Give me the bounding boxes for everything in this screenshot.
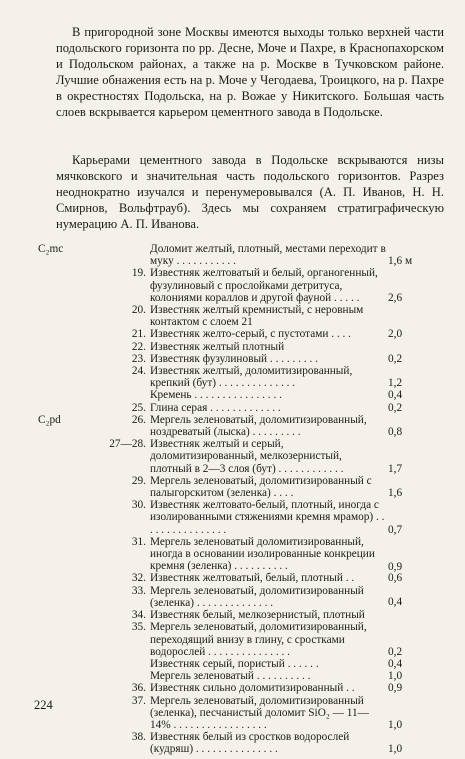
layer-entry	[0, 695, 465, 732]
layer-entry	[0, 572, 465, 584]
layer-entry	[0, 731, 465, 755]
layer-number: 25.	[131, 401, 146, 414]
layer-thickness: 0,4	[388, 657, 403, 670]
stratigraphic-section	[0, 243, 465, 756]
layer-thickness: 0,4	[388, 389, 403, 402]
layer-description: Мергель зеленоватый доломитизированный, иногда в основании изолированные конкреции кремня (зеленка) . . . . . . . . . .	[150, 535, 375, 573]
layer-thickness: 0,2	[388, 646, 403, 659]
layer-entry	[0, 670, 465, 682]
layer-number: 24.	[131, 365, 146, 378]
layer-description: Глина серая . . . . . . . . . . . . .	[150, 401, 281, 414]
layer-number: 35.	[131, 621, 146, 634]
layer-entry	[0, 621, 465, 658]
layer-number: 36.	[131, 682, 146, 695]
layer-thickness: 0,7	[388, 524, 403, 537]
layer-thickness: 0,9	[388, 682, 403, 695]
layer-number: 21.	[131, 328, 146, 341]
layer-entry	[0, 341, 465, 353]
layer-description: Известняк белый из сростков водорослей (кудряш) . . . . . . . . . . . . . . .	[150, 731, 350, 756]
layer-number: 30.	[131, 499, 146, 512]
layer-number: 37.	[131, 694, 146, 707]
layer-entry	[0, 499, 465, 536]
layer-description: Известняк желтоватый, белый, плотный . .	[150, 572, 355, 585]
layer-thickness: 0,9	[388, 560, 403, 573]
layer-description: Известняк серый, пористый . . . . . .	[150, 657, 319, 670]
stratigraphic-index: C₂mc	[38, 243, 64, 255]
layer-thickness: 1,0	[388, 670, 403, 683]
layer-entry	[0, 536, 465, 573]
layer-thickness: 0,6	[388, 572, 403, 585]
layer-entry	[0, 682, 465, 694]
layer-description: Известняк желтовато-белый, плотный, иногда с изолированными стяжениями кремня мрамор) . . . . . . . . . . . . . . . .	[150, 499, 385, 536]
layer-thickness: 1,2	[388, 376, 403, 389]
stratigraphic-index: C₂pd	[38, 413, 61, 426]
layer-number: 32.	[131, 572, 146, 585]
layer-description: Кремень . . . . . . . . . . . . . . . .	[150, 389, 282, 402]
layer-number: 34.	[131, 609, 146, 622]
layer-number: 26.	[131, 413, 146, 426]
layer-number: 20.	[131, 304, 146, 317]
layer-entry	[0, 365, 465, 389]
layer-number: 23.	[131, 352, 146, 365]
layer-thickness: 1,0	[388, 719, 403, 732]
layer-entry	[0, 438, 465, 475]
layer-description: Известняк белый, мелкозернистый, плотный	[150, 609, 365, 622]
layer-thickness: 1,7	[388, 463, 403, 476]
layer-entry	[0, 243, 465, 267]
layer-description: Известняк желто-серый, с пустотами . . . .	[150, 328, 352, 341]
layer-description: Известняк фузулиновый . . . . . . . . .	[150, 352, 318, 365]
layer-entry	[0, 658, 465, 670]
layer-thickness: 1,6	[388, 486, 403, 499]
layer-thickness: 0,2	[388, 401, 403, 414]
layer-number: 33.	[131, 584, 146, 597]
layer-description: Известняк желтый кремнистый, с неровным контактом с слоем 21	[150, 304, 364, 329]
layer-thickness: 0,4	[388, 596, 403, 609]
layer-thickness: 1,0	[388, 742, 403, 755]
layer-description: Известняк желтый плотный	[150, 340, 285, 353]
layer-number: 27—28.	[109, 438, 146, 451]
layer-number: 31.	[131, 535, 146, 548]
layer-description: Известняк желтый и серый, доломитизированный, мелкозернистый, плотный в 2—3 слоя (бут) . . . . . . . . . . . .	[150, 438, 344, 475]
layer-entry	[0, 609, 465, 621]
layer-description: Известняк сильно доломитизированный . .	[150, 682, 355, 695]
layer-entry	[0, 389, 465, 401]
layer-entry	[0, 353, 465, 365]
layer-thickness: 0,8	[388, 425, 403, 438]
layer-entry	[0, 475, 465, 499]
layer-thickness: 2,0	[388, 328, 403, 341]
layer-description: Мергель зеленоватый, доломитизированный с палыгорскитом (зеленка) . . . .	[150, 474, 372, 500]
layer-entry	[0, 328, 465, 340]
layer-description: Мергель зеленоватый . . . . . . . . . .	[150, 670, 311, 683]
layer-description: Мергель зеленоватый, доломитизированный (зеленка) . . . . . . . . . . . . . .	[150, 584, 364, 609]
layer-number: 19.	[131, 267, 146, 280]
layer-thickness: 2,6	[388, 292, 403, 305]
paragraph-intro: В пригородной зоне Москвы имеются выходы только верхней части подольского горизонта по рр. Десне, Моче и Пахре, в Краснопахорском и Подольском районах, а также на р. Москве в Тучковском районе. Лучшие обнажения есть на р. Моче у Чегодаева, Троицкого, на р. Пахре в окрестностях Подольска, на р. Вожае у Никитского. Большая часть слоев вскрывается карьером цементного завода в Подольске.	[56, 25, 444, 119]
layer-description: Известняк желтый, доломитизированный, крепкий (бут) . . . . . . . . . . . . . .	[150, 365, 353, 390]
layer-description: Доломит желтый, плотный, местами переходит в муку . . . . . . . . . . .	[150, 243, 386, 268]
layer-entry	[0, 304, 465, 328]
paragraph-quarry: Карьерами цементного завода в Подольске вскрываются низы мячковского и значительная часть подольского горизонтов. Разрез неоднократно изучался и перенумеровывался (А. П. Иванов, Н. Н. Смирнов, Вольфтрауб). Здесь мы сохраняем стратиграфическую нумерацию А. П. Иванова.	[56, 153, 444, 231]
layer-entry	[0, 585, 465, 609]
layer-description: Мергель зеленоватый, доломитизированный, переходящий внизу в глину, с сростками водорослей . . . . . . . . . . . . . . .	[150, 621, 367, 658]
layer-entry	[0, 267, 465, 304]
layer-description: Мергель зеленоватый, доломитизированный, ноздреватый (лыска) . . . . . . . . .	[150, 413, 367, 439]
layer-description: Известняк желтоватый и белый, органогенный, фузулиновый с прослойками детритуса, колониями кораллов и другой фауной . . . . .	[150, 267, 378, 304]
layer-entry	[0, 402, 465, 414]
layer-description: Мергель зеленоватый, доломитизированный (зеленка), песчанистый доломит SiO₂ — 11—14% . . . . . . . . . . . . . . . . .	[150, 694, 369, 731]
layer-thickness: 0,2	[388, 352, 403, 365]
layer-number: 38.	[131, 731, 146, 744]
layer-thickness: 1,6 м	[388, 254, 413, 267]
layer-number: 29.	[131, 474, 146, 487]
layer-number: 22.	[131, 340, 146, 353]
page-number: 224	[34, 698, 53, 712]
layer-entry	[0, 414, 465, 438]
